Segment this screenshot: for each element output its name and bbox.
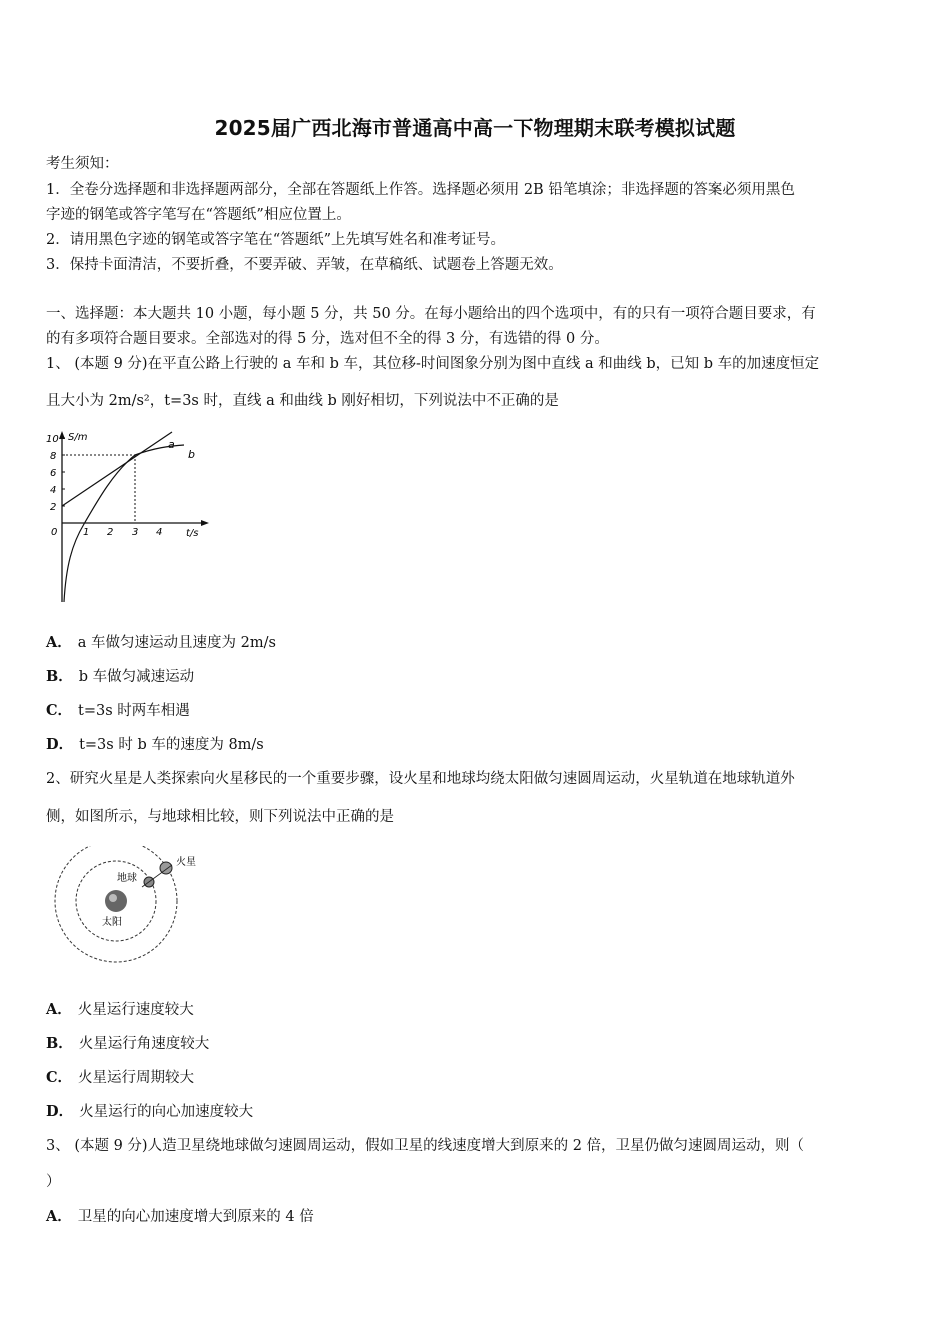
sun-icon (105, 890, 127, 912)
question-2-option-c[interactable] (46, 1066, 194, 1087)
x-tick-label: 4 (156, 527, 163, 538)
page-title: 2025届广西北海市普通高中高一下物理期末联考模拟试题 (214, 116, 736, 140)
option-letter: C． (46, 702, 73, 719)
x-axis-label: t/s (186, 528, 199, 539)
st-graph (44, 426, 224, 606)
y-tick-label: 10 (46, 434, 59, 445)
option-letter: A． (46, 1001, 72, 1018)
x-tick-label: 3 (132, 527, 139, 538)
question-3-stem: ） (46, 1174, 61, 1190)
option-letter: A． (46, 1208, 72, 1225)
y-tick-label: 6 (50, 468, 57, 479)
y-tick-label: 2 (50, 502, 57, 513)
option-letter: B． (46, 1035, 73, 1052)
notice-item: 2．请用黑色字迹的钢笔或答字笔在“答题纸”上先填写姓名和准考证号。 (46, 232, 506, 248)
notice-item: 3．保持卡面清洁，不要折叠，不要弄破、弄皱，在草稿纸、试题卷上答题无效。 (46, 257, 563, 273)
option-letter: B． (46, 668, 73, 685)
line-a-label: a (168, 438, 175, 451)
question-2-stem: 侧，如图所示，与地球相比较，则下列说法中正确的是 (46, 809, 394, 825)
origin-label: 0 (51, 527, 58, 538)
y-axis-label: S/m (68, 432, 88, 443)
question-3-stem: 3、 (本题 9 分)人造卫星绕地球做匀速圆周运动，假如卫星的线速度增大到原来的 2 倍，卫星仍做匀速圆周运动，则（ (46, 1138, 805, 1154)
question-1-stem: 且大小为 2m/s²，t=3s 时，直线 a 和曲线 b 刚好相切，下列说法中不正确的是 (46, 393, 559, 409)
orbit-figure (50, 846, 210, 968)
option-letter: D． (46, 736, 74, 753)
connector-line (142, 865, 172, 887)
question-2-option-b[interactable] (46, 1032, 209, 1053)
question-1-stem: 1、 (本题 9 分)在平直公路上行驶的 a 车和 b 车，其位移-时间图象分别为图中直线 a 和曲线 b，已知 b 车的加速度恒定 (46, 356, 820, 372)
x-axis-arrow-icon (201, 520, 209, 526)
question-2-option-a[interactable] (46, 998, 194, 1019)
option-text: 卫星的向心加速度增大到原来的 4 倍 (77, 1209, 314, 1225)
y-tick-label: 8 (50, 451, 57, 462)
sun-label: 太阳 (102, 917, 122, 928)
y-tick-label: 4 (50, 485, 57, 496)
option-text: t=3s 时 b 车的速度为 8m/s (79, 737, 264, 753)
section-intro: 一、选择题：本大题共 10 小题，每小题 5 分，共 50 分。在每小题给出的四个选项中，有的只有一项符合题目要求，有 (46, 306, 816, 322)
question-1-option-d[interactable] (46, 733, 264, 754)
mars-label: 火星 (176, 857, 196, 868)
question-2-option-d[interactable] (46, 1100, 253, 1121)
option-text: 火星运行的向心加速度较大 (79, 1104, 254, 1120)
option-text: 火星运行周期较大 (78, 1070, 195, 1086)
option-letter: C． (46, 1069, 73, 1086)
question-1-option-c[interactable] (46, 699, 190, 720)
option-text: a 车做匀速运动且速度为 2m/s (77, 635, 276, 651)
question-3-option-a[interactable] (46, 1205, 314, 1226)
option-text: 火星运行速度较大 (77, 1002, 194, 1018)
notice-item: 字迹的钢笔或答字笔写在“答题纸”相应位置上。 (46, 207, 351, 223)
option-text: b 车做匀减速运动 (78, 669, 195, 685)
option-letter: D． (46, 1103, 74, 1120)
option-letter: A． (46, 634, 72, 651)
option-text: t=3s 时两车相遇 (78, 703, 190, 719)
curve-b-label: b (188, 448, 195, 461)
option-text: 火星运行角速度较大 (78, 1036, 210, 1052)
notice-item: 1．全卷分选择题和非选择题两部分，全部在答题纸上作答。选择题必须用 2B 铅笔填涂；非选择题的答案必须用黑色 (46, 182, 795, 198)
earth-label: 地球 (117, 873, 137, 884)
x-tick-label: 1 (83, 527, 90, 538)
question-2-stem: 2、研究火星是人类探索向火星移民的一个重要步骤，设火星和地球均绕太阳做匀速圆周运动，火星轨道在地球轨道外 (46, 771, 795, 787)
section-intro: 的有多项符合题目要求。全部选对的得 5 分，选对但不全的得 3 分，有选错的得 0 分。 (46, 331, 609, 347)
line-a (62, 432, 172, 506)
question-1-option-a[interactable] (46, 631, 276, 652)
notice-heading: 考生须知： (46, 156, 119, 172)
question-1-option-b[interactable] (46, 665, 194, 686)
x-tick-label: 2 (107, 527, 114, 538)
